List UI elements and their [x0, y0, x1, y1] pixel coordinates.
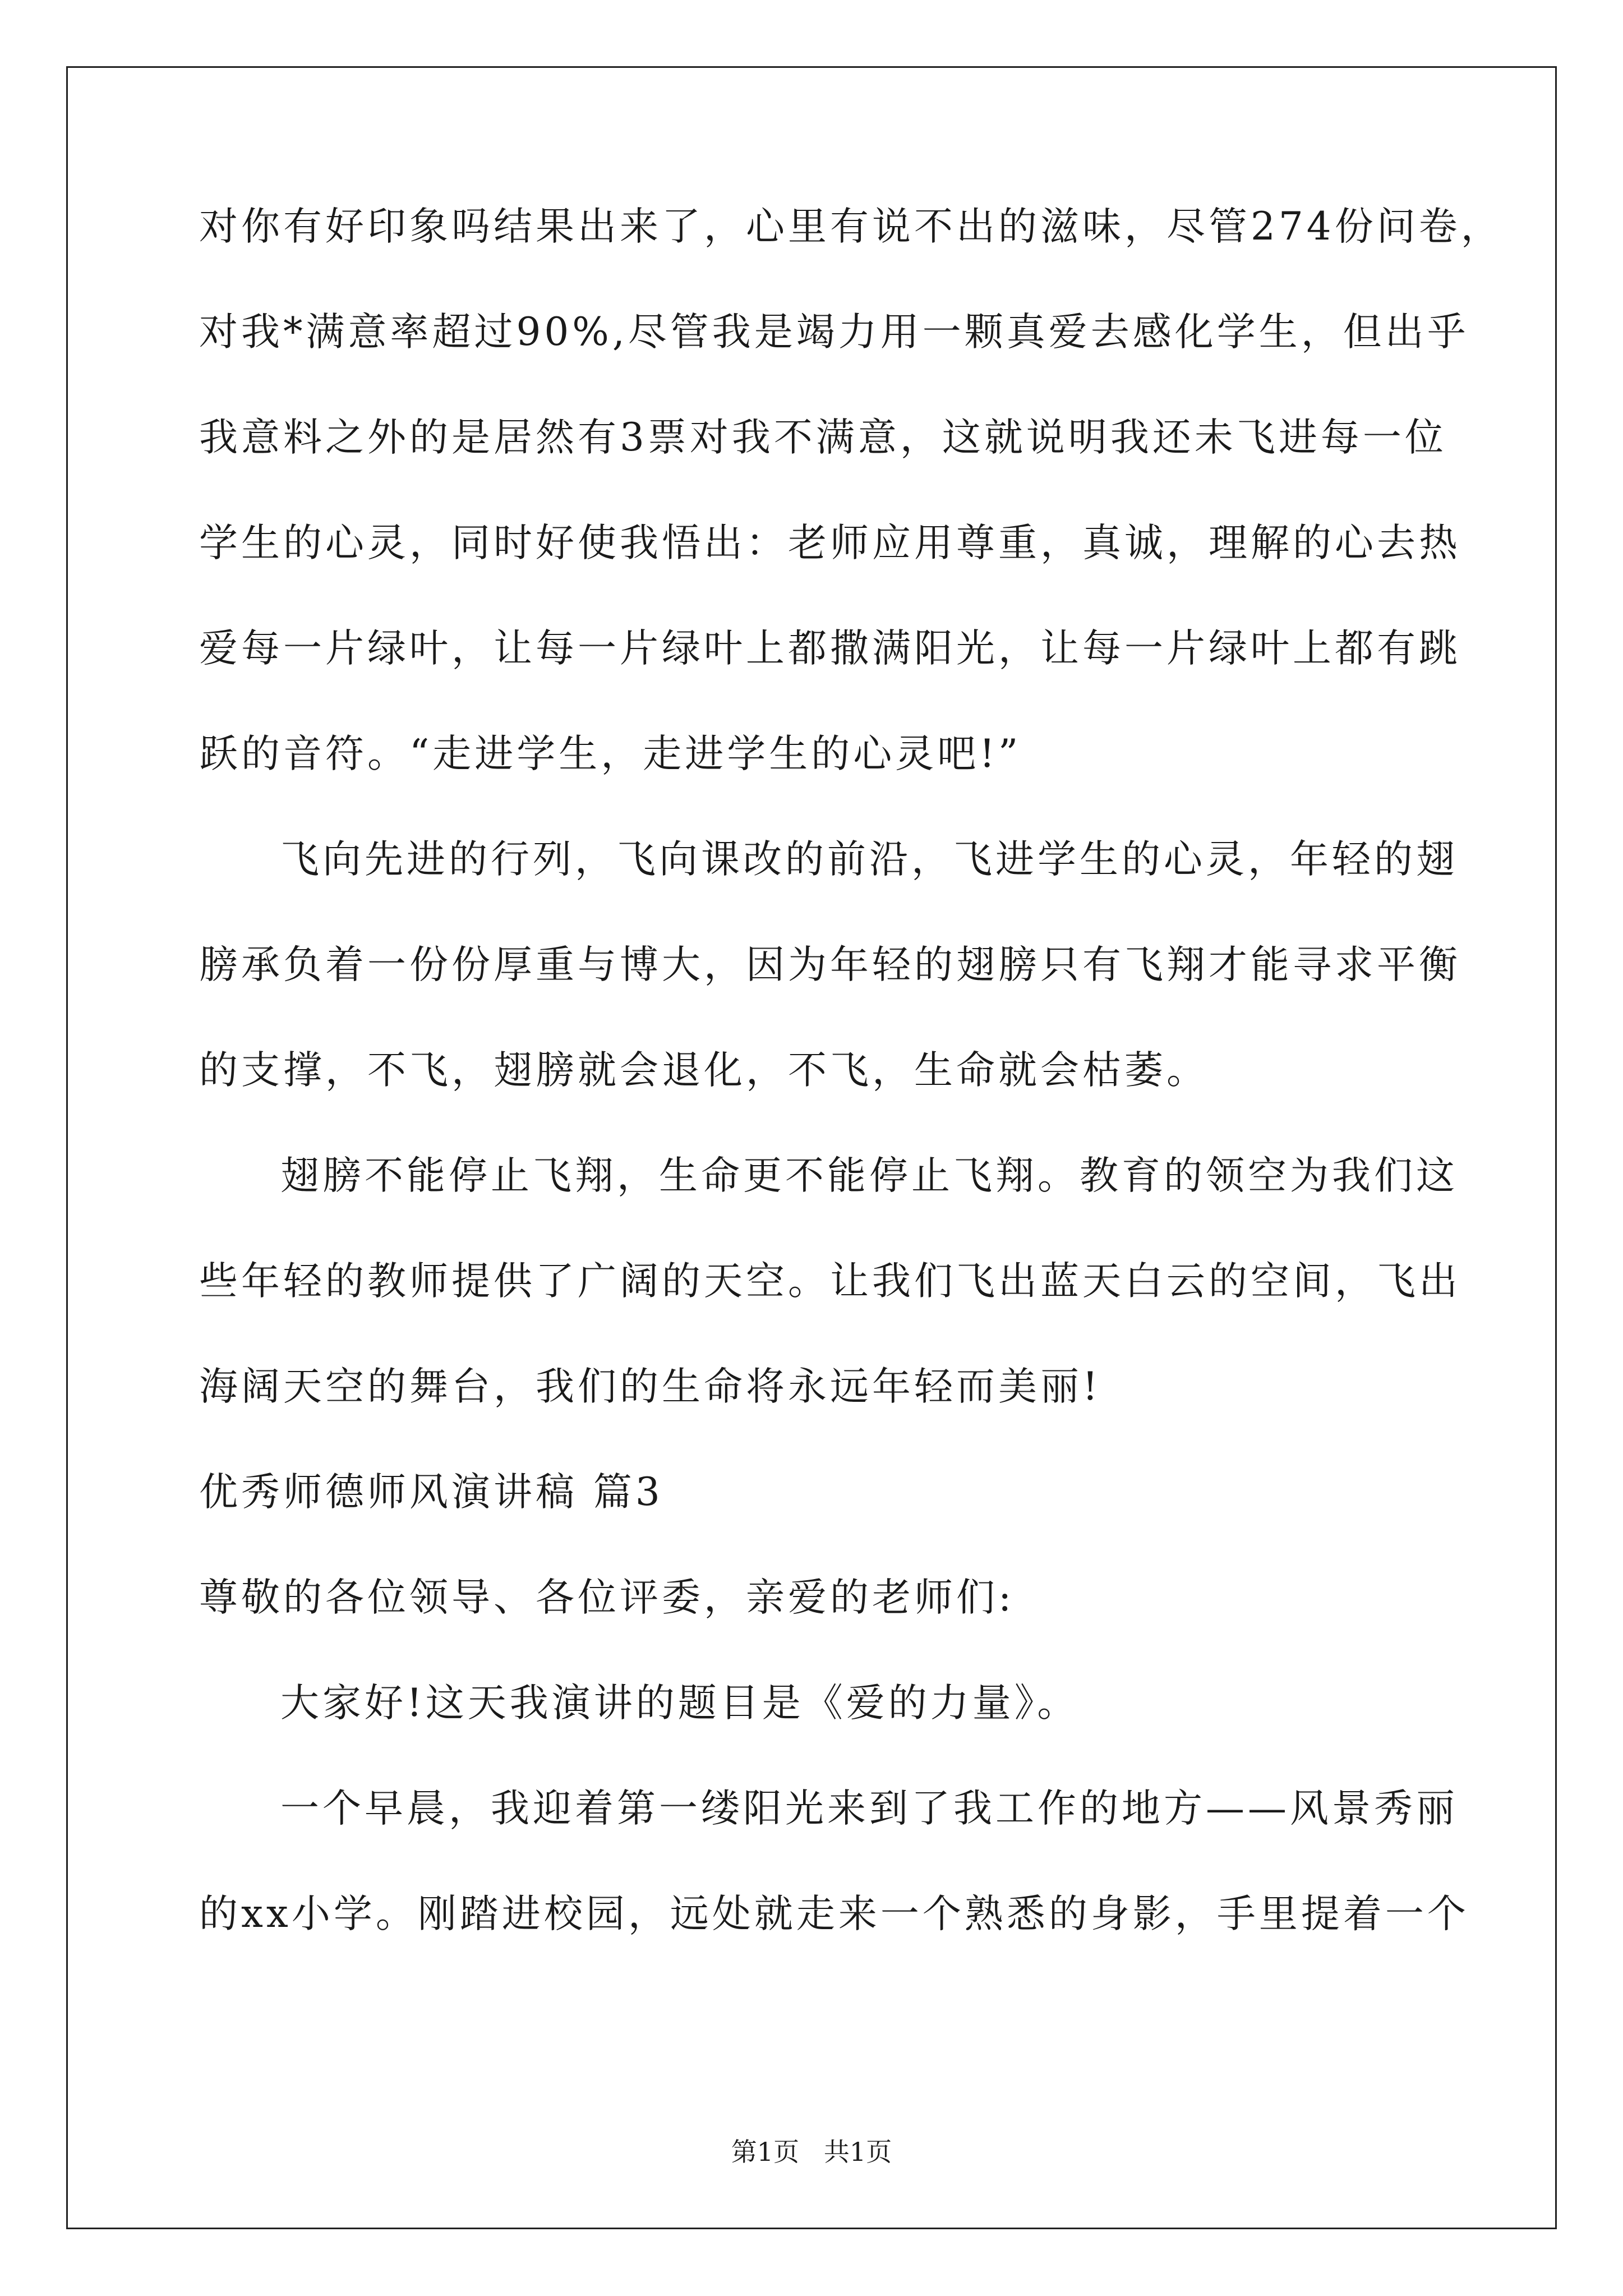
- text-line: 的支撑，不飞，翅膀就会退化，不飞，生命就会枯萎。: [199, 1048, 1209, 1093]
- page-number-footer: 第1页 共1页: [731, 2137, 892, 2167]
- text-line: 我意料之外的是居然有3票对我不满意，这就说明我还未飞进每一位: [199, 415, 1447, 460]
- text-line: 学生的心灵，同时好使我悟出：老师应用尊重，真诚，理解的心去热: [199, 521, 1461, 565]
- text-line: 翅膀不能停止飞翔，生命更不能停止飞翔。教育的领空为我们这: [280, 1153, 1458, 1198]
- text-line: 跃的音符。“走进学生，走进学生的心灵吧!”: [199, 731, 1022, 776]
- text-line: 飞向先进的行列，飞向课改的前沿，飞进学生的心灵，年轻的翅: [280, 837, 1458, 882]
- text-line: 膀承负着一份份厚重与博大，因为年轻的翅膀只有飞翔才能寻求平衡: [199, 942, 1461, 987]
- section-heading: 优秀师德师风演讲稿 篇3: [199, 1470, 663, 1515]
- text-line: 爱每一片绿叶，让每一片绿叶上都撒满阳光，让每一片绿叶上都有跳: [199, 626, 1461, 671]
- text-line: 的xx小学。刚踏进校园，远处就走来一个熟悉的身影，手里提着一个: [199, 1892, 1469, 1936]
- text-line: 对你有好印象吗结果出来了，心里有说不出的滋味，尽管274份问卷，: [199, 204, 1503, 249]
- text-line: 大家好!这天我演讲的题目是《爱的力量》。: [280, 1681, 1080, 1726]
- text-line: 些年轻的教师提供了广阔的天空。让我们飞出蓝天白云的空间，飞出: [199, 1259, 1461, 1304]
- salutation: 尊敬的各位领导、各位评委，亲爱的老师们:: [199, 1575, 1015, 1620]
- text-line: 对我*满意率超过90%,尽管我是竭力用一颗真爱去感化学生，但出乎: [199, 310, 1469, 355]
- text-line: 海阔天空的舞台，我们的生命将永远年轻而美丽!: [199, 1364, 1101, 1409]
- text-line: 一个早晨，我迎着第一缕阳光来到了我工作的地方——风景秀丽: [280, 1786, 1458, 1831]
